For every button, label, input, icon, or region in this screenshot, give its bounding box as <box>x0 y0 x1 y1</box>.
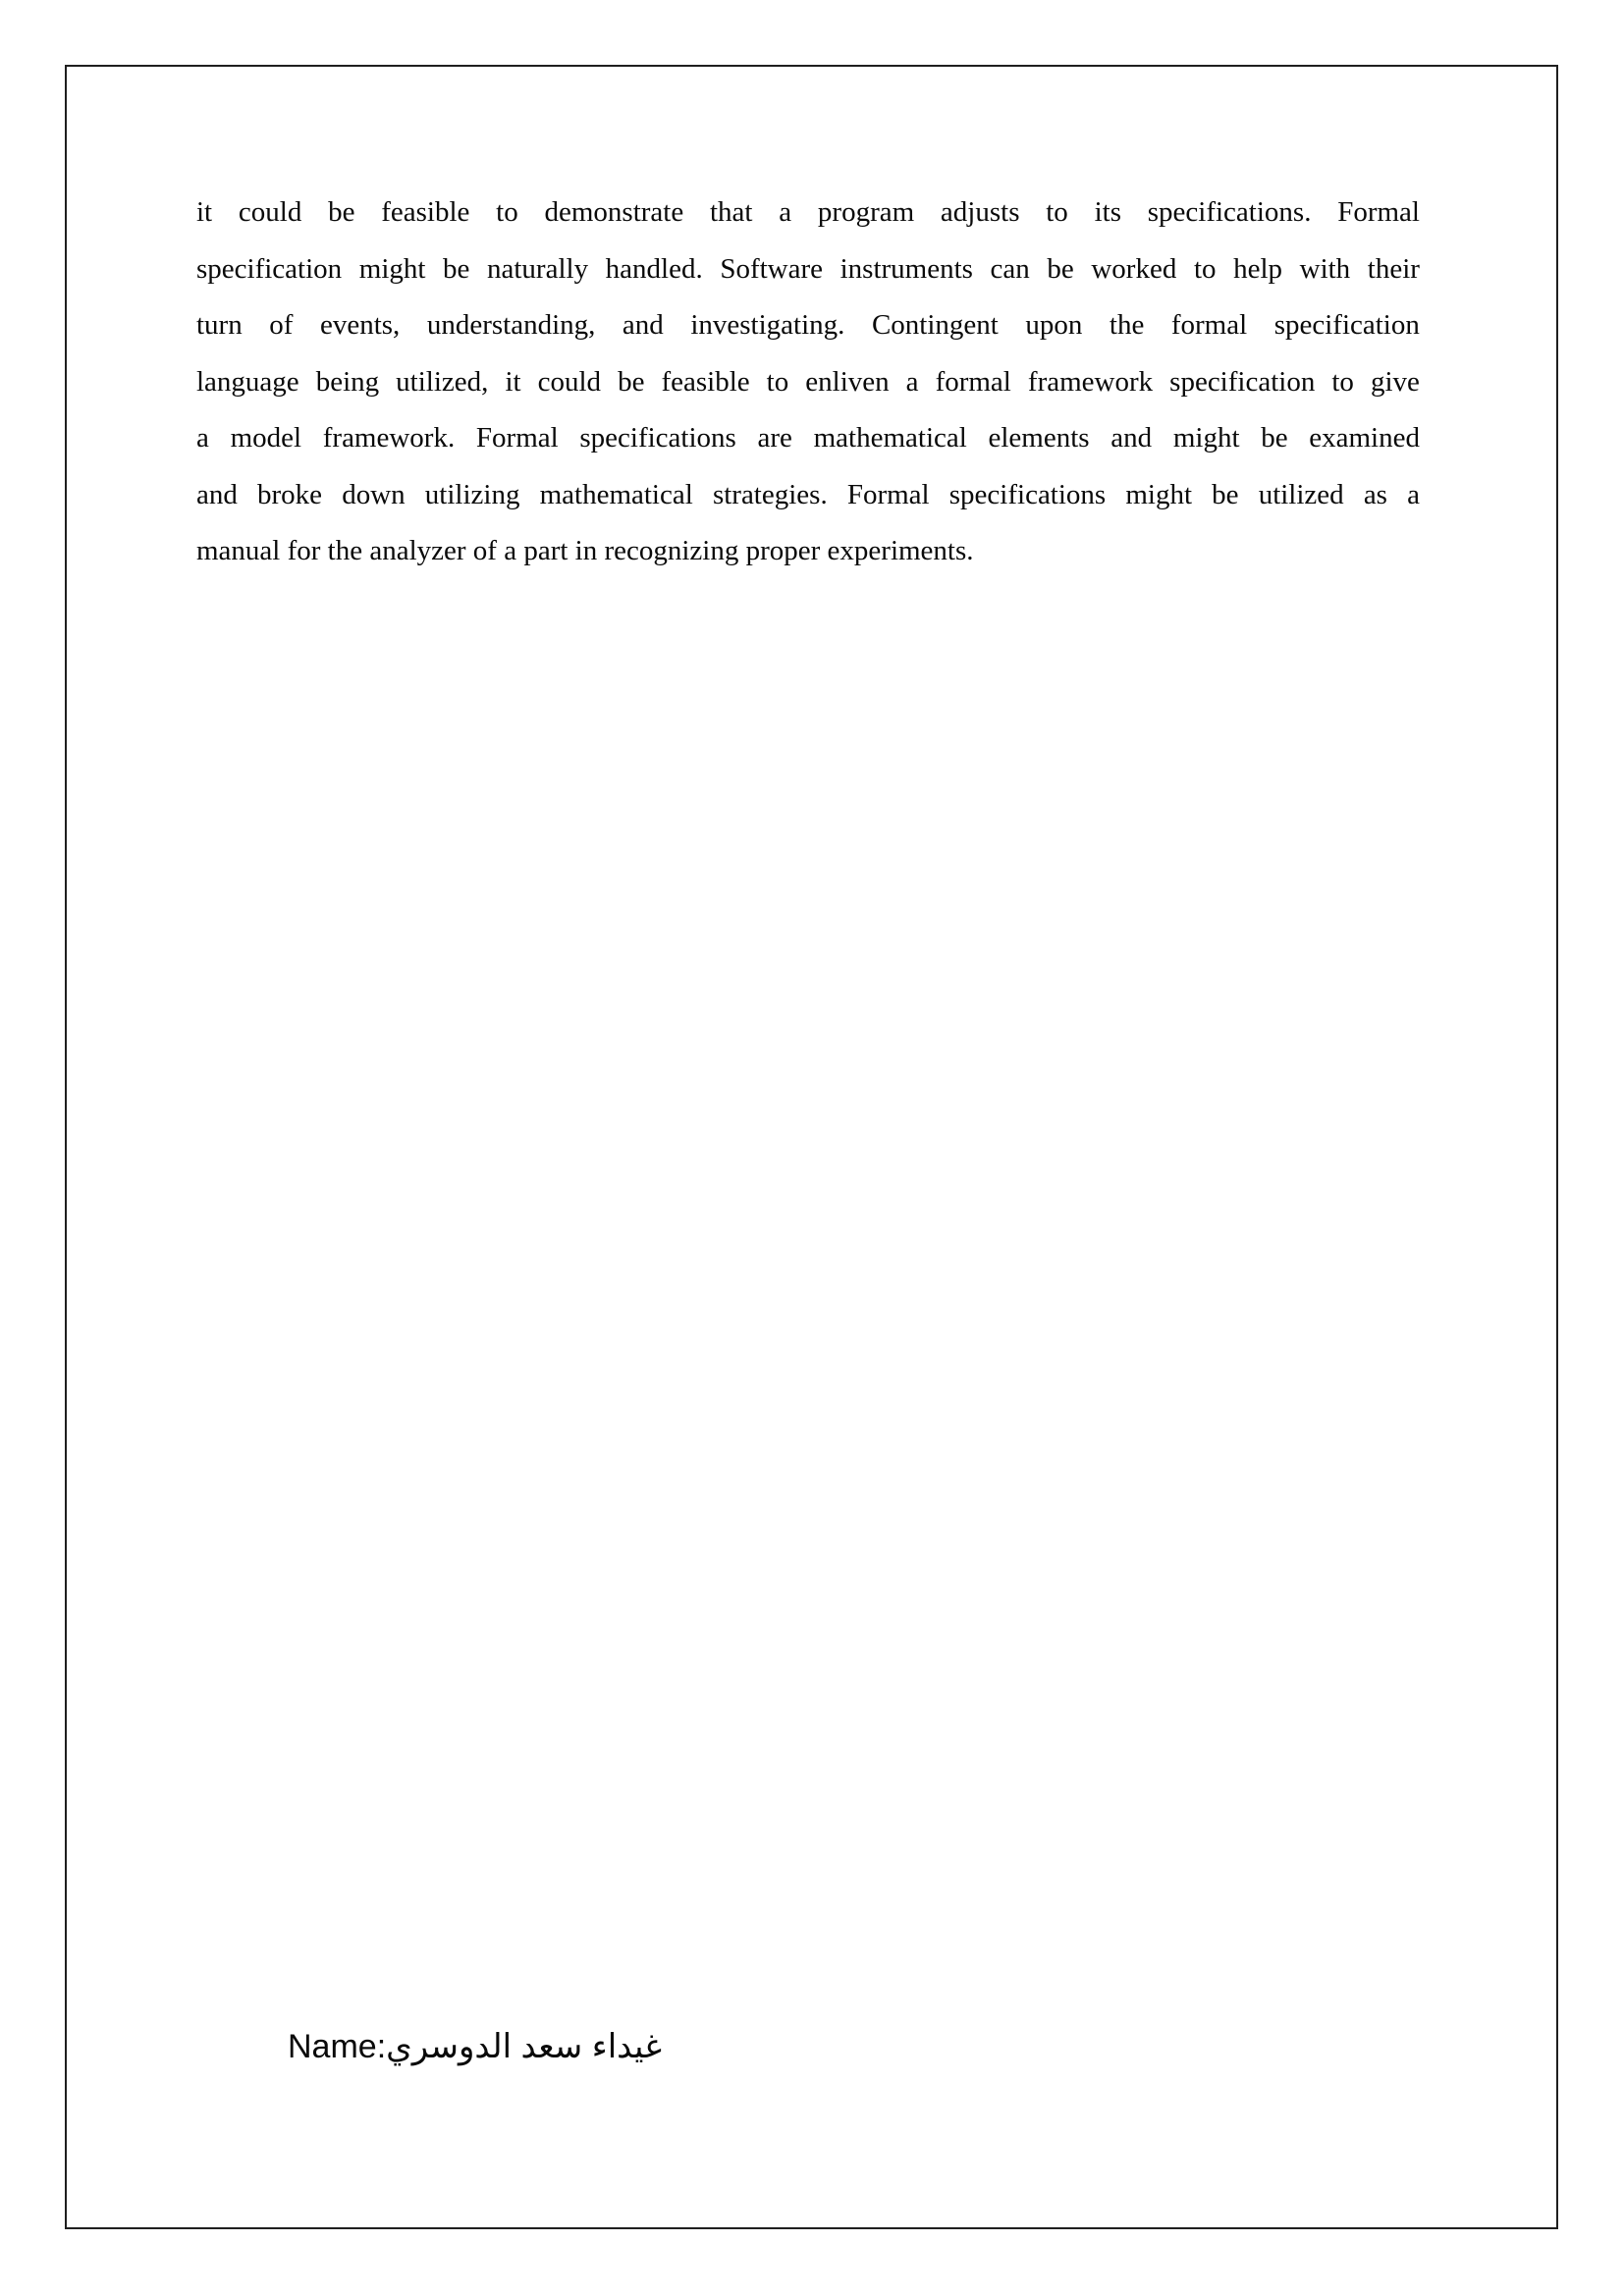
paragraph-line: it could be feasible to demonstrate that a program adjusts to its specifications. Formal <box>196 196 1420 228</box>
name-label: Name: <box>288 2028 387 2065</box>
paragraph-line: and broke down utilizing mathematical strategies. Formal specifications might be utilized as a <box>196 478 1420 510</box>
paragraph <box>196 185 1420 580</box>
paragraph-line: specification might be naturally handled. Software instruments can be worked to help with their <box>196 252 1420 285</box>
name-value: غيداء سعد الدوسري <box>386 2028 663 2065</box>
paragraph-line: manual for the analyzer of a part in recognizing proper experiments. <box>196 535 974 566</box>
name-line <box>288 2025 662 2068</box>
paragraph-line: turn of events, understanding, and investigating. Contingent upon the formal specification <box>196 309 1420 341</box>
paragraph-line: a model framework. Formal specifications are mathematical elements and might be examined <box>196 422 1420 454</box>
paragraph-line: language being utilized, it could be feasible to enliven a formal framework specification to give <box>196 365 1420 398</box>
